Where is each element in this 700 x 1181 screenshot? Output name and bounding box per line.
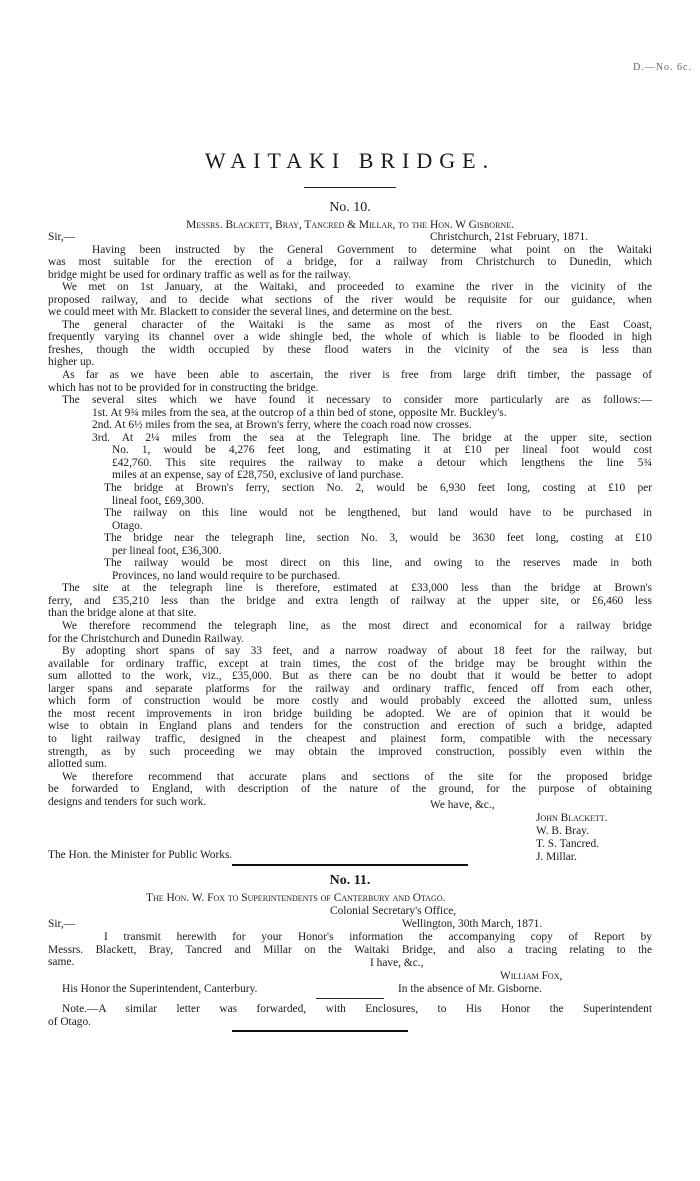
text-line: designs and tenders for such work. [48,795,207,808]
text-line: higher up. [48,356,95,369]
text-line: larger spans and separate platforms for the railway and ordinary traffic, fenced off from each other, [48,682,652,695]
text-line: same. [48,956,75,969]
text-line: frequently varying its channel over a wide shingle bed, the whole of which is liable to be flooded in high [48,331,652,344]
text-line: sum allotted to the work, viz., £35,000. But as there can be no doubt that it would be better to adopt [48,670,652,683]
signature: J. Millar. [536,851,577,863]
text-line: ferry, and £35,210 less than the bridge and extra length of railway at the upper site, or £6,460 less [48,594,652,607]
text-line: The bridge near the telegraph line, section No. 3, would be 3630 feet long, costing at £10 [104,532,652,545]
addressee: His Honor the Superintendent, Canterbury. [62,983,258,995]
text-line: Otago. [112,519,143,532]
text-line: lineal foot, £69,300. [112,494,205,507]
signature: W. B. Bray. [536,825,589,837]
text-line: than the bridge alone at that site. [48,607,197,620]
letter-heading: The Hon. W. Fox to Superintendents of Canterbury and Otago. [146,892,446,904]
text-line: was most suitable for the erection of a bridge, for a railway from Christchurch to Dunedin, which [48,256,652,269]
text-line: freshes, though the width occupied by these flood waters in the vicinity of the sea is less than [48,343,652,356]
letter-heading: Messrs. Blackett, Bray, Tancred & Millar, to the Hon. W Gisborne. [186,219,514,231]
closing: We have, &c., [430,799,495,811]
text-line: No. 1, would be 4,276 feet long, and estimating it at £10 per lineal foot would cost [112,444,652,457]
text-line: £42,760. This site requires the railway to make a detour which lengthens the line 5¾ [112,456,652,469]
title-rule [304,187,396,188]
text-line: of Otago. [48,1016,92,1028]
page-title: WAITAKI BRIDGE. [204,148,496,173]
page-reference: D.—No. 6c. [633,62,692,73]
text-line: 1st. At 9¾ miles from the sea, at the outcrop of a thin bed of stone, opposite Mr. Buckley's. [92,406,507,419]
place-date: Wellington, 30th March, 1871. [402,918,543,930]
note-rule [316,998,384,999]
salutation: Sir,— [48,231,76,243]
signature: William Fox, [500,970,563,982]
text-line: available for ordinary traffic, except at train times, the cost of the bridge may be brought within the [48,657,652,670]
text-line: Messrs. Blackett, Bray, Tancred and Millar on the Waitaki Bridge, and also a tracing relating to the [48,943,652,956]
text-line: strength, as by such proceeding we may obtain the improved construction, possibly even within the [48,745,652,758]
text-line: wise to obtain in England plans and tenders for the construction and erection of such a bridge, adapted [48,720,652,733]
text-line: As far as we have been able to ascertain, the river is free from large drift timber, the passage of [62,369,652,381]
signature: John Blackett. [536,812,608,824]
text-line: we could meet with Mr. Blackett to consider the several lines, and determine on the best. [48,306,453,319]
place-date: Christchurch, 21st February, 1871. [430,231,589,243]
text-line: proposed railway, and to decide what sections of the river would be requisite for our guidance, when [48,293,652,306]
absence-note: In the absence of Mr. Gisborne. [398,983,542,995]
signature: T. S. Tancred. [536,838,599,850]
letter-number: No. 10. [329,200,371,215]
text-line: We therefore recommend that accurate plans and sections of the site for the proposed bridge [62,770,652,783]
text-line: which form of construction would be more costly and would probably exceed the allotted sum, unless [48,695,652,708]
text-line: for the Christchurch and Dunedin Railway. [48,632,245,645]
text-line: be forwarded to England, with description of the nature of the ground, for the purpose of obtaining [48,783,652,796]
text-line: 2nd. At 6½ miles from the sea, at Brown's ferry, where the coach road now crosses. [92,419,472,432]
end-rule [232,1030,408,1032]
text-line: bridge might be used for ordinary traffic as well as for the railway. [48,268,352,281]
office: Colonial Secretary's Office, [330,905,457,917]
text-line: miles at an expense, say of £28,750, exclusive of land purchase. [112,469,404,482]
text-line: The railway would be most direct on this line, and owing to the reserves made in both [104,557,652,570]
text-line: Provinces, no land would require to be purchased. [112,569,341,582]
letter-number: No. 11. [329,873,371,888]
text-line: per lineal foot, £36,300. [112,544,222,557]
text-line: Having been instructed by the General Government to determine what point on the Waitaki [92,243,652,256]
text-line: The general character of the Waitaki is the same as most of the rivers on the East Coast, [62,318,652,331]
salutation: Sir,— [48,918,76,930]
text-line: 3rd. At 2¼ miles from the sea at the Telegraph line. The bridge at the upper site, section [92,431,652,444]
text-line: to light railway traffic, designed in the cheapest and plainest form, compatible with the necessary [48,732,652,745]
text-line: The several sites which we have found it necessary to consider more particularly are as follows:— [62,394,652,407]
text-line: The site at the telegraph line is therefore, estimated at £33,000 less than the bridge at Brown's [62,582,652,595]
text-line: I transmit herewith for your Honor's information the accompanying copy of Report by [104,931,652,943]
text-line: By adopting short spans of say 33 feet, and a narrow roadway of about 18 feet for the railway, but [62,645,652,658]
text-line: which has not to be provided for in constructing the bridge. [48,381,319,394]
addressee: The Hon. the Minister for Public Works. [48,849,233,861]
section-rule [232,864,468,866]
text-line: We met on 1st January, at the Waitaki, and proceeded to examine the river in the vicinity of the [62,281,652,294]
text-line: The bridge at Brown's ferry, section No. 2, would be 6,930 feet long, costing at £10 per [104,481,652,494]
text-line: The railway on this line would not be lengthened, but land would have to be purchased in [104,507,652,520]
text-line: Note.—A similar letter was forwarded, with Enclosures, to His Honor the Superintendent [62,1003,652,1015]
text-line: the most recent improvements in iron bridge building be adopted. We are of opinion that it would be [48,707,652,720]
text-line: We therefore recommend the telegraph line, as the most direct and economical for a railway bridge [62,620,652,632]
text-line: allotted sum. [48,758,107,771]
closing: I have, &c., [370,957,424,969]
